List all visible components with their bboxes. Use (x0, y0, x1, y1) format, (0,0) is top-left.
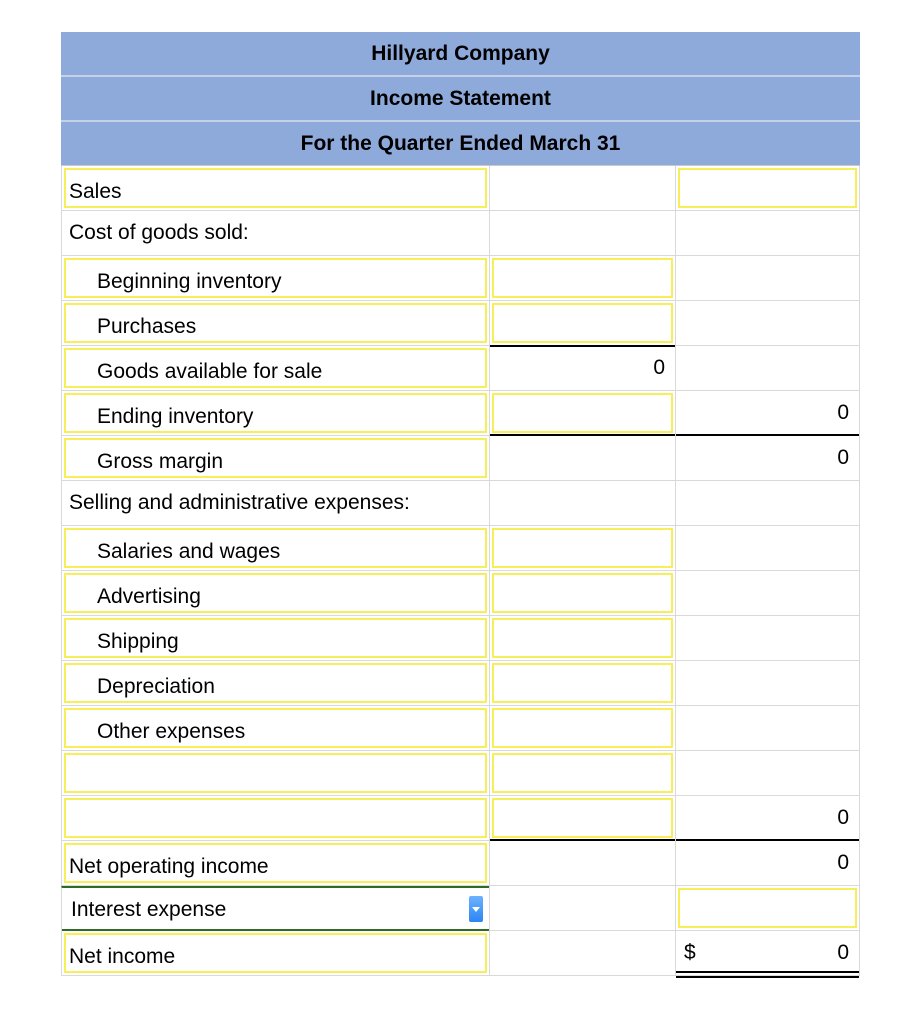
sga-label: Selling and administrative expenses: (69, 491, 410, 514)
row-gross-margin (61, 436, 860, 481)
net-operating-income-value: 0 (837, 851, 849, 874)
sales-amount-input[interactable] (678, 168, 857, 208)
row-purchases (61, 301, 860, 346)
depreciation-amount-input[interactable] (492, 663, 673, 703)
row-goods-available (61, 346, 860, 391)
statement-period: For the Quarter Ended March 31 (61, 122, 860, 166)
sga-total-value: 0 (837, 806, 849, 829)
shipping-label-input[interactable]: Shipping (64, 618, 487, 658)
row-cogs (61, 211, 860, 256)
blank-1-amount-input[interactable] (492, 753, 673, 793)
row-ending-inventory (61, 391, 860, 436)
beginning-inventory-amount-input[interactable] (492, 258, 673, 298)
sales-label-input[interactable]: Sales (64, 168, 487, 208)
net-income-value: 0 (837, 941, 849, 964)
row-blank-2 (61, 796, 860, 841)
row-net-income (61, 931, 860, 976)
blank-1-label-input[interactable] (64, 753, 487, 793)
interest-expense-select[interactable]: Interest expense (64, 888, 487, 928)
gross-margin-value: 0 (837, 446, 849, 469)
ending-inventory-amount-input[interactable] (492, 393, 673, 433)
row-shipping (61, 616, 860, 661)
row-blank-1 (61, 751, 860, 796)
net-operating-income-label-input[interactable]: Net operating income (64, 843, 487, 883)
advertising-amount-input[interactable] (492, 573, 673, 613)
row-depreciation (61, 661, 860, 706)
row-beginning-inventory (61, 256, 860, 301)
income-statement (61, 32, 860, 976)
interest-expense-amount-input[interactable] (678, 888, 857, 928)
cogs-total-value: 0 (837, 401, 849, 424)
row-other-expenses (61, 706, 860, 751)
goods-available-label-input[interactable]: Goods available for sale (64, 348, 487, 388)
company-name: Hillyard Company (61, 32, 860, 77)
dropdown-arrow-icon[interactable] (469, 896, 483, 922)
row-sales (61, 166, 860, 211)
beginning-inventory-label-input[interactable]: Beginning inventory (64, 258, 487, 298)
depreciation-label-input[interactable]: Depreciation (64, 663, 487, 703)
purchases-label-input[interactable]: Purchases (64, 303, 487, 343)
row-net-operating-income (61, 841, 860, 886)
ending-inventory-label-input[interactable]: Ending inventory (64, 393, 487, 433)
net-income-label-input[interactable]: Net income (64, 933, 487, 973)
goods-available-value: 0 (653, 356, 665, 379)
other-expenses-amount-input[interactable] (492, 708, 673, 748)
purchases-amount-input[interactable] (492, 303, 673, 343)
salaries-label-input[interactable]: Salaries and wages (64, 528, 487, 568)
salaries-amount-input[interactable] (492, 528, 673, 568)
row-interest-expense (61, 886, 860, 931)
statement-title: Income Statement (61, 77, 860, 122)
row-salaries (61, 526, 860, 571)
row-advertising (61, 571, 860, 616)
blank-2-amount-input[interactable] (492, 798, 673, 838)
other-expenses-label-input[interactable]: Other expenses (64, 708, 487, 748)
shipping-amount-input[interactable] (492, 618, 673, 658)
cogs-label: Cost of goods sold: (69, 221, 249, 244)
blank-2-label-input[interactable] (64, 798, 487, 838)
advertising-label-input[interactable]: Advertising (64, 573, 487, 613)
row-sga (61, 481, 860, 526)
currency-symbol: $ (684, 941, 696, 964)
gross-margin-label-input[interactable]: Gross margin (64, 438, 487, 478)
